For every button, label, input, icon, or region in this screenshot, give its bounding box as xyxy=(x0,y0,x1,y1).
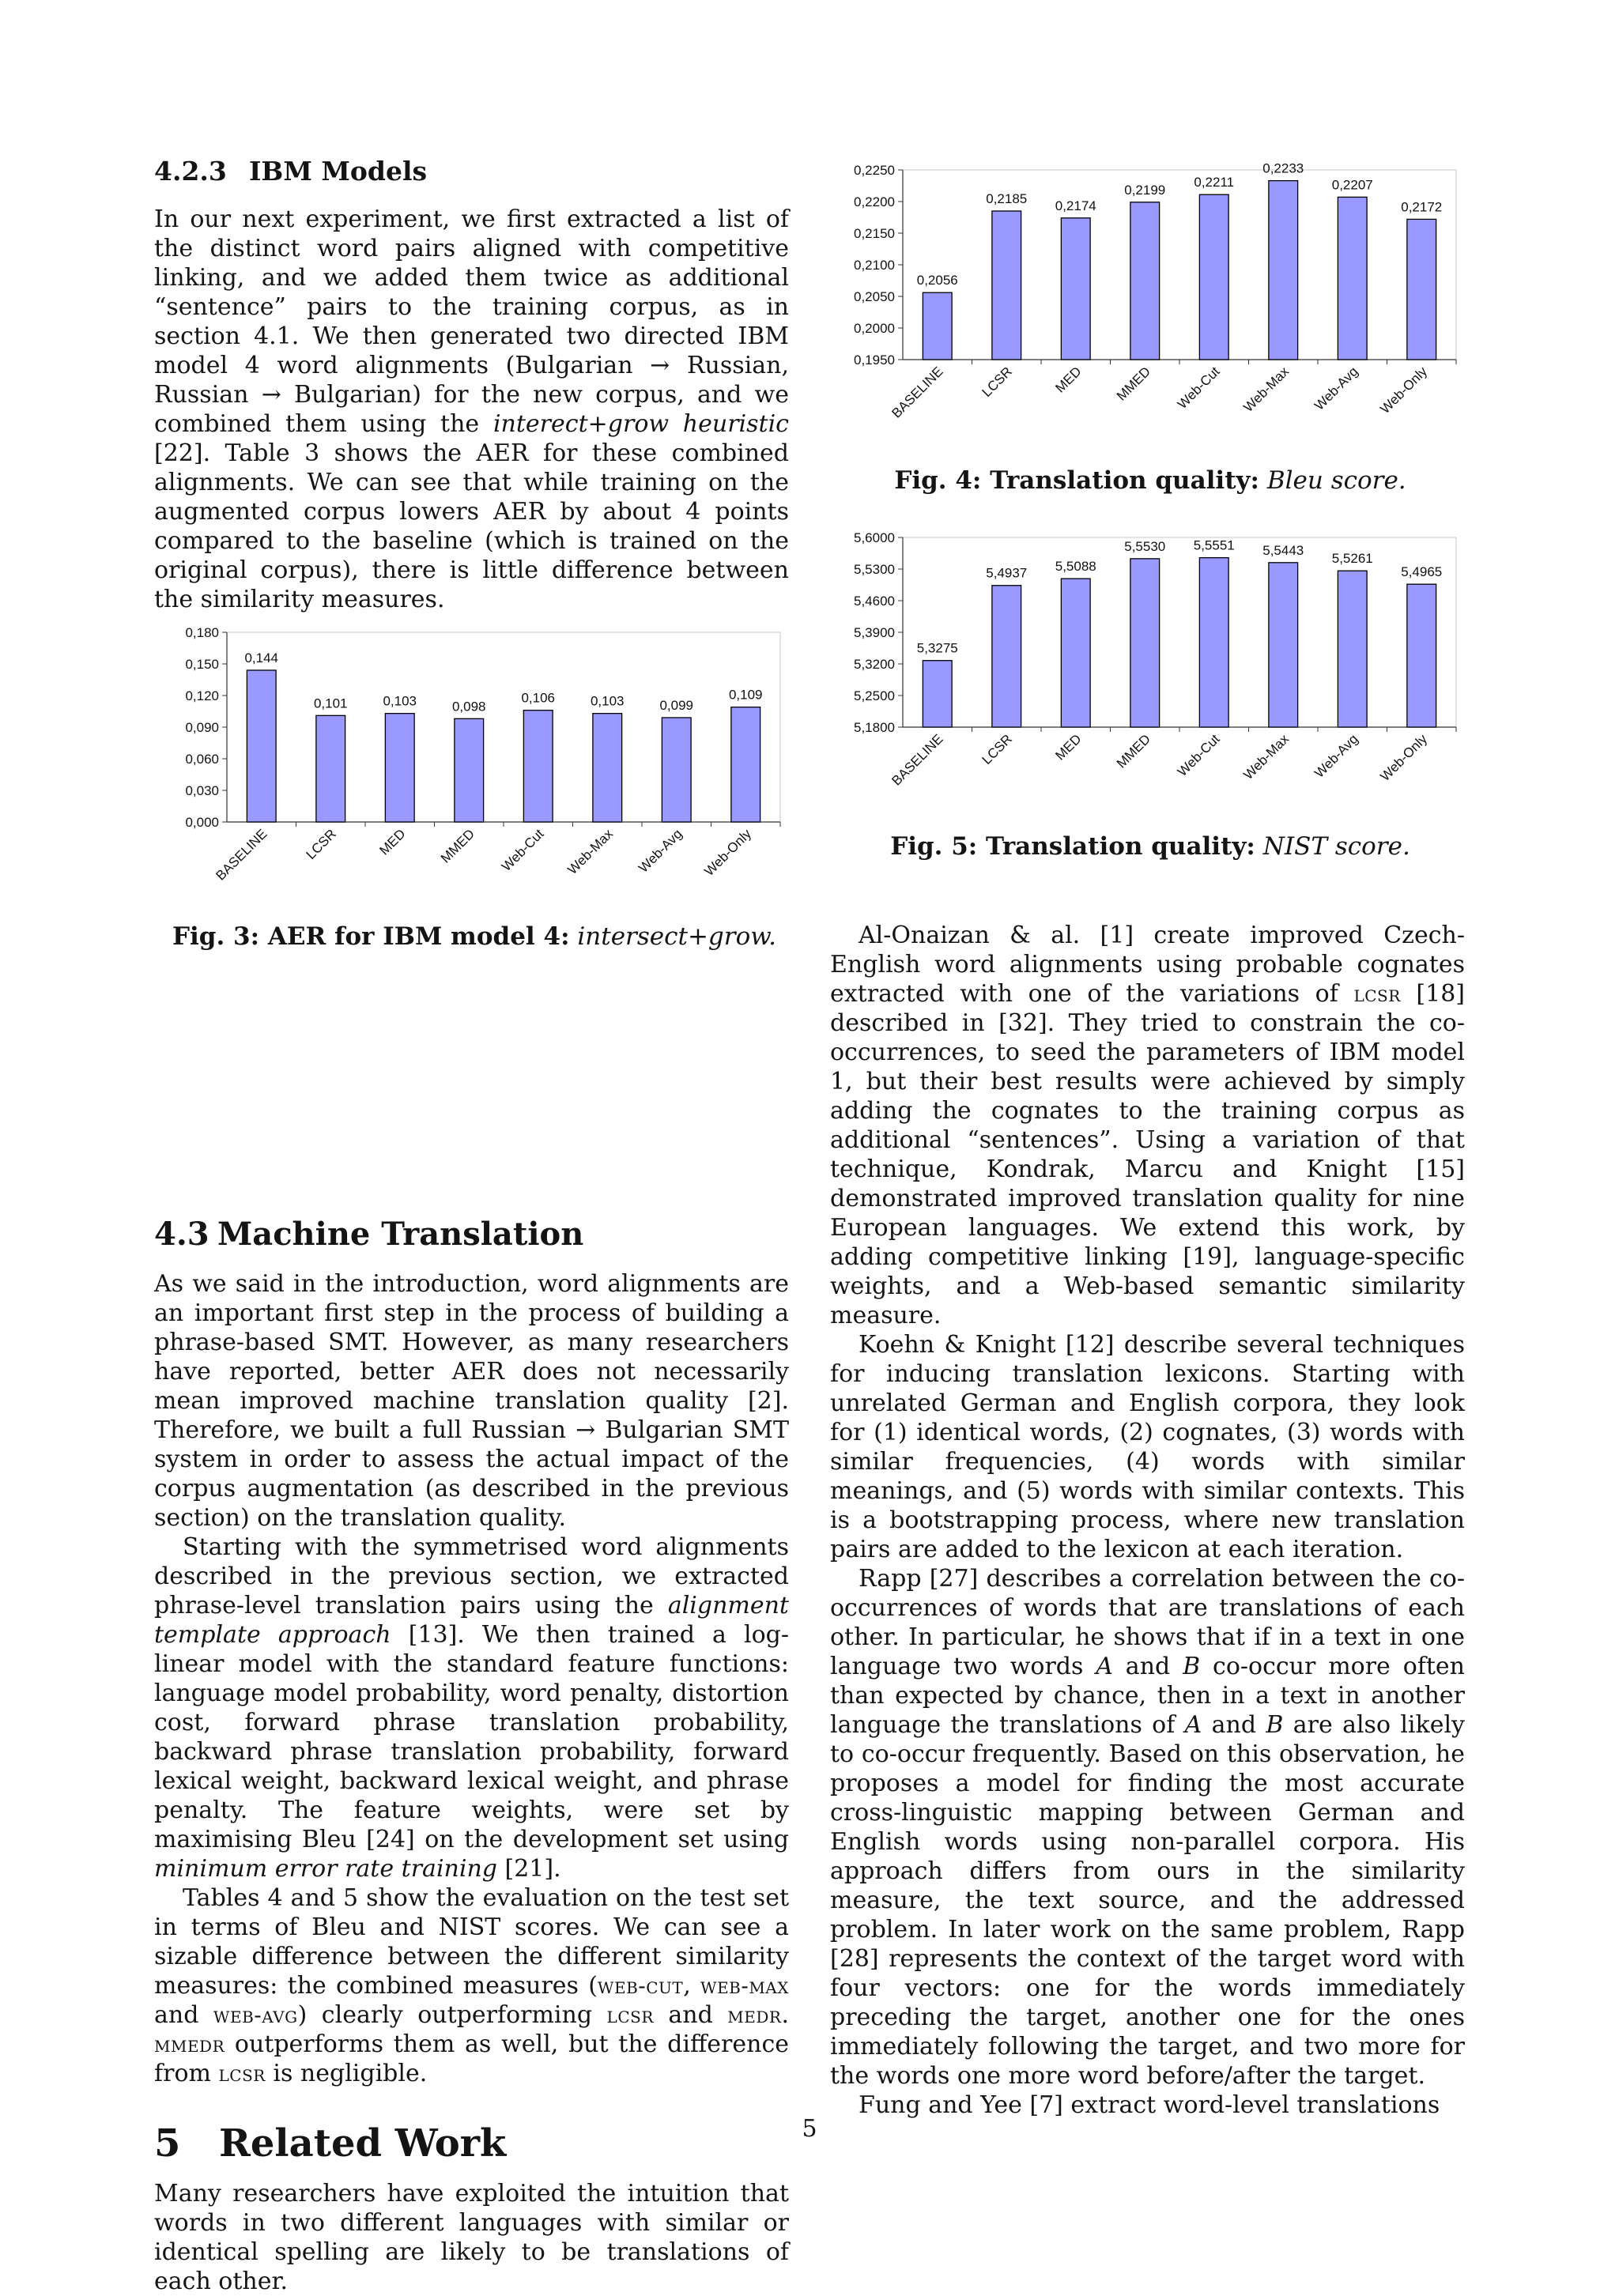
data-label: 5,5530 xyxy=(1124,538,1166,554)
bar xyxy=(316,715,345,822)
plot-area xyxy=(227,632,780,822)
data-label: 5,5261 xyxy=(1331,551,1373,567)
category-label: Web-Cut xyxy=(1174,364,1223,413)
y-tick-label: 5,3200 xyxy=(854,657,895,672)
category-label: Web-Only xyxy=(1377,731,1431,785)
y-tick-label: 0,2250 xyxy=(854,163,895,178)
bar xyxy=(923,661,952,727)
bar xyxy=(992,211,1021,360)
data-label: 0,106 xyxy=(521,690,556,706)
bar xyxy=(992,586,1021,727)
paragraph-right-3: Rapp [27] describes a correlation between the co-occurrences of words that are translations of each other. In particular, he shows that if in a text in one language two words A and B co-occur more often than expected by chance, then in a text in another language the translations of A and B are also likely to co-occur frequently. Based on this observation, he proposes a model for finding the most accurate cross-linguistic mapping between German and English words using non-parallel corpora. His approach differs from ours in the similarity measure, the text source, and the addressed problem. In later work on the same problem, Rapp [28] represents the context of the target word with four vectors: one for the words immediately preceding the target, another one for the ones immediately following the target, and two more for the words one more word before/after the target. xyxy=(830,1565,1465,2090)
category-label: Web-Avg xyxy=(636,826,685,876)
paragraph-right-2: Koehn & Knight [12] describe several techniques for inducing translation lexicons. Starting with unrelated German and English corpora, they look for (1) identical words, (2) cognates, (3) words with similar frequencies, (4) words with similar meanings, and (5) words with similar contexts. This is a bootstrapping process, where new translation pairs are added to the lexicon at each iteration. xyxy=(830,1331,1465,1563)
data-label: 5,5551 xyxy=(1193,537,1235,553)
y-tick-label: 5,1800 xyxy=(854,720,895,735)
section-heading-5: 5 Related Work xyxy=(154,2121,507,2166)
data-label: 0,2199 xyxy=(1124,182,1166,198)
category-label: Web-Only xyxy=(1377,364,1431,417)
nist-bar-chart xyxy=(830,522,1470,814)
bar xyxy=(1338,197,1367,360)
category-label: MED xyxy=(1052,364,1085,396)
data-label: 0,098 xyxy=(451,699,486,714)
y-tick-label: 0,060 xyxy=(185,752,219,767)
y-tick-label: 0,030 xyxy=(185,783,219,798)
data-label: 0,099 xyxy=(659,698,694,713)
data-label: 5,3275 xyxy=(916,640,958,656)
category-label: BASELINE xyxy=(213,826,270,884)
subsection-heading-423: 4.2.3 IBM Models xyxy=(154,156,428,187)
data-label: 5,5088 xyxy=(1055,559,1096,575)
y-tick-label: 5,4600 xyxy=(854,594,895,609)
category-label: BASELINE xyxy=(889,731,946,789)
y-tick-label: 0,000 xyxy=(185,815,219,830)
category-label: Web-Avg xyxy=(1311,731,1361,781)
data-label: 5,4965 xyxy=(1401,564,1443,580)
category-label: BASELINE xyxy=(889,364,946,421)
y-tick-label: 0,2200 xyxy=(854,194,895,209)
y-tick-label: 5,3900 xyxy=(854,625,895,640)
y-tick-label: 0,180 xyxy=(185,625,219,640)
paragraph-ibm-models: In our next experiment, we first extracted a list of the distinct word pairs aligned with competitive linking, and we added them twice as additional “sentence” pairs to the training corpus, as in section 4.1. We then generated two directed IBM model 4 word alignments (Bulgarian → Russian, Russian → Bulgarian) for the new corpus, and we combined them using the interect+grow heuristic [22]. Table 3 shows the AER for these combined alignments. We can see that while training on the augmented corpus lowers AER by about 4 points compared to the baseline (which is trained on the original corpus), there is little difference between the similarity measures. xyxy=(154,205,789,613)
figure-3-caption: Fig. 3: AER for IBM model 4: intersect+grow. xyxy=(172,922,776,951)
bar xyxy=(1338,571,1367,727)
y-tick-label: 0,150 xyxy=(185,657,219,672)
section-heading-43: 4.3 Machine Translation xyxy=(154,1216,584,1253)
data-label: 0,101 xyxy=(313,696,348,711)
paragraph-right-1: Al-Onaizan & al. [1] create improved Czech-English word alignments using probable cognates extracted with one of the variations of lcsr [18] described in [32]. They tried to constrain the co-occurrences, to seed the parameters of IBM model 1, but their best results were achieved by simply adding the cognates to the training corpus as additional “sentences”. Using a variation of that technique, Kondrak, Marcu and Knight [15] demonstrated improved translation quality for nine European languages. We extend this work, by adding competitive linking [19], language-specific weights, and a Web-based semantic similarity measure. xyxy=(830,922,1465,1329)
data-label: 0,109 xyxy=(728,687,763,703)
bar xyxy=(1407,584,1436,727)
data-label: 0,144 xyxy=(244,650,279,665)
data-label: 0,103 xyxy=(590,693,625,709)
bar xyxy=(455,718,484,822)
bar xyxy=(1061,218,1090,360)
data-label: 5,4937 xyxy=(986,565,1028,581)
y-tick-label: 0,2000 xyxy=(854,321,895,336)
aer-bar-chart xyxy=(154,616,794,893)
y-tick-label: 5,6000 xyxy=(854,530,895,545)
category-label: MMED xyxy=(1113,731,1154,771)
category-label: Web-Cut xyxy=(1174,731,1223,780)
figure-4 xyxy=(830,154,1470,447)
figure-3 xyxy=(154,616,794,893)
category-label: LCSR xyxy=(979,731,1016,767)
data-label: 0,2185 xyxy=(986,191,1028,206)
data-label: 0,2056 xyxy=(916,273,958,288)
paragraph-mt-2: Starting with the symmetrised word alignments described in the previous section, we extracted phrase-level translation pairs using the alignment template approach [13]. We then trained a log-linear model with the standard feature functions: language model probability, word penalty, distortion cost, forward phrase translation probability, backward phrase translation probability, forward lexical weight, backward lexical weight, and phrase penalty. The feature weights, were set by maximising Bleu [24] on the development set using minimum error rate training [21]. xyxy=(154,1533,790,1883)
category-label: Web-Cut xyxy=(498,826,547,875)
data-label: 0,2233 xyxy=(1262,160,1304,176)
y-tick-label: 0,2050 xyxy=(854,289,895,304)
bar xyxy=(1269,563,1298,727)
y-tick-label: 0,2150 xyxy=(854,226,895,241)
paragraph-right-4: Fung and Yee [7] extract word-level translations xyxy=(859,2091,1440,2119)
y-tick-label: 0,2100 xyxy=(854,258,895,273)
figure-5 xyxy=(830,522,1470,814)
y-tick-label: 0,1950 xyxy=(854,353,895,368)
category-label: Web-Only xyxy=(701,826,755,880)
figure-4-caption: Fig. 4: Translation quality: Bleu score. xyxy=(894,466,1406,495)
bar xyxy=(1407,219,1436,360)
page-number: 5 xyxy=(802,2115,817,2143)
figure-5-caption: Fig. 5: Translation quality: NIST score. xyxy=(890,832,1410,861)
category-label: MED xyxy=(376,826,409,858)
bar xyxy=(923,292,952,360)
data-label: 0,2207 xyxy=(1331,177,1373,193)
bar xyxy=(1061,579,1090,727)
y-tick-label: 5,5300 xyxy=(854,562,895,577)
category-label: Web-Max xyxy=(1240,364,1293,416)
y-tick-label: 0,090 xyxy=(185,720,219,735)
category-label: LCSR xyxy=(303,826,340,862)
bar xyxy=(1130,559,1160,727)
data-label: 0,2211 xyxy=(1194,175,1235,190)
data-label: 0,103 xyxy=(383,693,417,709)
paragraph-mt-1: As we said in the introduction, word alignments are an important first step in the process of building a phrase-based SMT. However, as many researchers have reported, better AER does not necessarily mean improved machine translation quality [2]. Therefore, we built a full Russian → Bulgarian SMT system in order to assess the actual impact of the corpus augmentation (as described in the previous section) on the translation quality. xyxy=(154,1270,789,1532)
category-label: Web-Max xyxy=(564,826,617,878)
paragraph-mt-3: Tables 4 and 5 show the evaluation on the test set in terms of Bleu and NIST scores. We can see a sizable difference between the different similarity measures: the combined measures (web-cut, web-max and web-avg) clearly outperforming lcsr and medr. mmedr outperforms them as well, but the difference from lcsr is negligible. xyxy=(154,1884,790,2087)
right-column xyxy=(830,921,1465,2120)
bar xyxy=(662,718,691,822)
bar xyxy=(731,707,760,822)
bar xyxy=(1199,558,1228,727)
category-label: MMED xyxy=(437,826,478,866)
data-label: 0,2174 xyxy=(1055,198,1096,213)
bar xyxy=(247,670,276,822)
left-column xyxy=(154,156,789,2296)
data-label: 0,2172 xyxy=(1401,199,1443,215)
bleu-bar-chart xyxy=(830,154,1470,447)
category-label: Web-Avg xyxy=(1311,364,1361,413)
y-tick-label: 5,2500 xyxy=(854,688,895,703)
category-label: MED xyxy=(1052,731,1085,763)
category-label: Web-Max xyxy=(1240,731,1293,783)
bar xyxy=(385,714,414,822)
bar xyxy=(1130,202,1160,360)
bar xyxy=(1269,181,1298,360)
category-label: MMED xyxy=(1113,364,1154,404)
bar xyxy=(593,714,622,822)
bar xyxy=(1199,194,1228,360)
paragraph-related-1: Many researchers have exploited the intuition that words in two different languages with similar or identical spelling are likely to be translations of each other. xyxy=(154,2180,789,2295)
bar xyxy=(523,711,553,822)
y-tick-label: 0,120 xyxy=(185,688,219,703)
category-label: LCSR xyxy=(979,364,1016,400)
data-label: 5,5443 xyxy=(1262,542,1304,558)
